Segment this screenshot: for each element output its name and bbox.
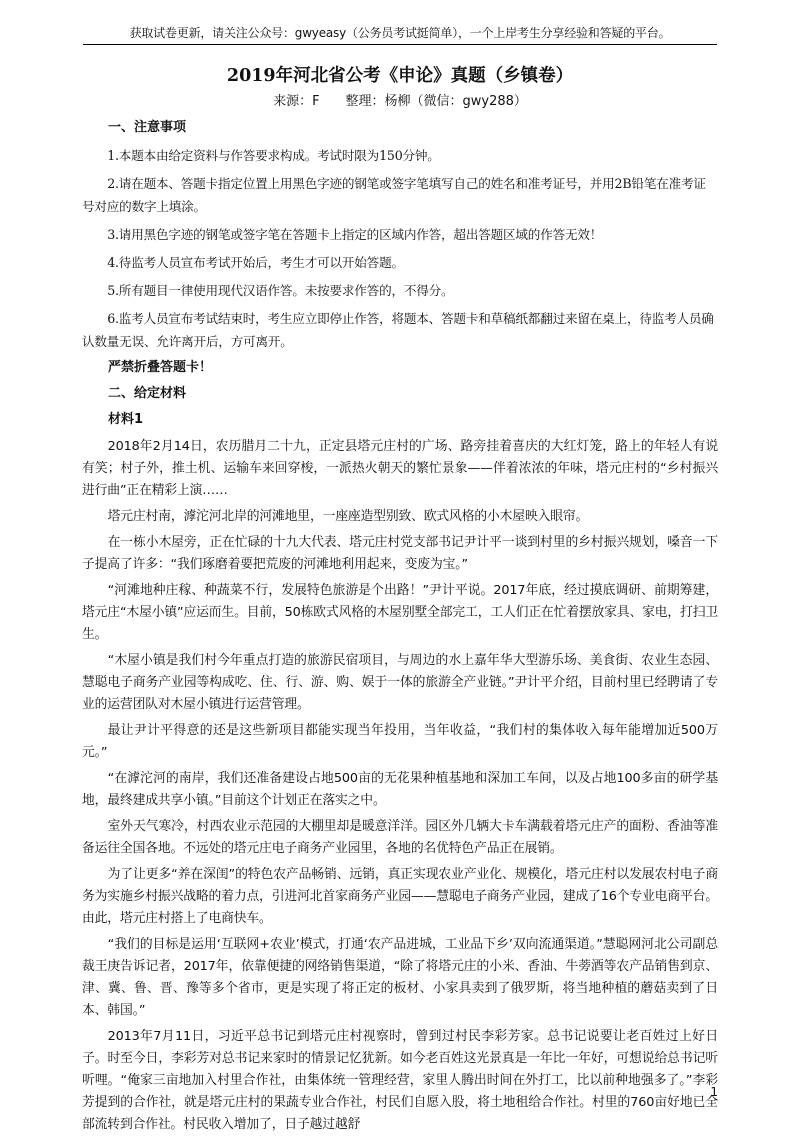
material-paragraph: “木屋小镇是我们村今年重点打造的旅游民宿项目，与周边的水上嘉年华大型游乐场、美食街、农业生态园、慧聪电子商务产业园等构成吃、住、行、游、购、娱于一体的旅游全产业链。”尹计平介绍，目前村里已经聘请了专业的运营团队对木屋小镇进行运营管理。 [82,653,718,712]
page-number: 1 [710,1085,718,1099]
material-paragraph: 室外天气寒冷，村西农业示范园的大棚里却是暖意洋洋。园区外几辆大卡车满载着塔元庄产的面粉、香油等准备运往全国各地。不远处的塔元庄电子商务产业园里，各地的名优特色产品正在展销。 [82,819,718,856]
material-paragraph: “在滹沱河的南岸，我们还准备建设占地500亩的无花果种植基地和深加工车间，以及占地100多亩的研学基地，最终建成共享小镇。”目前这个计划正在落实之中。 [82,771,718,808]
material-paragraph: 2018年2月14日，农历腊月二十九，正定县塔元庄村的广场、路旁挂着喜庆的大红灯笼，路上的年轻人有说有笑；村子外，推土机、运输车来回穿梭，一派热火朝天的繁忙景象——伴着浓浓的年味，塔元庄村的“乡村振兴进行曲”正在精彩上演…… [82,439,718,498]
notice-item: 1.本题本由给定资料与作答要求构成。考试时限为150分钟。 [107,148,440,163]
notice-item: 2.请在题本、答题卡指定位置上用黑色字迹的钢笔或签字笔填写自己的姓名和准考证号，并用2B铅笔在准考证号对应的数字上填涂。 [82,176,706,214]
material-paragraph: “河滩地种庄稼、种蔬菜不行，发展特色旅游是个出路！”尹计平说。2017年底，经过摸底调研、前期筹建，塔元庄“木屋小镇”应运而生。目前，50栋欧式风格的木屋别墅全部完工，工人们正在忙着摆放家具、家电，打扫卫生。 [82,583,718,642]
source-line: 来源：F 整理：杨柳（微信：gwy288） [273,94,527,109]
section-heading-materials: 二、给定材料 [108,386,187,401]
material-paragraph: 最让尹计平得意的还是这些新项目都能实现当年投用，当年收益，“我们村的集体收入每年能增加近500万元。” [82,723,718,760]
material-paragraph: 2013年7月11日，习近平总书记到塔元庄村视察时，曾到过村民李彩芳家。总书记说要让老百姓过上好日子。时至今日，李彩芳对总书记来家时的情景记忆犹新。如今老百姓这光景真是一年比一年好，可想说给总书记听听哩。“俺家三亩地加入村里合作社，由集体统一管理经营，家里人腾出时间在外打工，比以前种地强多了。”李彩芳提到的合作社，就是塔元庄村的果蔬专业合作社，村民们自愿入股，将土地租给合作社。村里的760亩好地已全部流转到合作社。村民收入增加了，日子越过越舒 [82,1029,718,1132]
material-paragraph: “我们的目标是运用‘互联网+农业’模式，打通‘农产品进城，工业品下乡’双向流通渠道。”慧聪网河北公司副总裁王庚告诉记者，2017年，依靠便捷的网络销售渠道，“除了将塔元庄的小米、香油、牛蒡酒等农产品销售到京、津、冀、鲁、晋、豫等多个省市，更是实现了将正定的板材、小家具卖到了俄罗斯，将当地种植的蘑菇卖到了日本、韩国。” [82,937,718,1018]
material-paragraph: 为了让更多“养在深闺”的特色农产品畅销、远销，真正实现农业产业化、规模化，塔元庄村以发展农村电子商务为实施乡村振兴战略的着力点，引进河北首家商务产业园——慧聪电子商务产业园，建成了16个专业电商平台。由此，塔元庄村搭上了电商快车。 [82,867,718,926]
material-paragraph: 塔元庄村南，滹沱河北岸的河滩地里，一座座造型别致、欧式风格的小木屋映入眼帘。 [107,509,589,524]
warning-text: 严禁折叠答题卡！ [108,360,213,375]
page-header [83,24,717,45]
notice-item: 5.所有题目一律使用现代汉语作答。未按要求作答的，不得分。 [107,283,454,298]
section-heading-notes: 一、注意事项 [108,120,187,135]
material-paragraph: 在一栋小木屋旁，正在忙碌的十九大代表、塔元庄村党支部书记尹计平一谈到村里的乡村振兴规划，嗓音一下子提高了许多：“我们琢磨着要把荒废的河滩地利用起来，变废为宝。” [82,535,718,572]
document-title: 2019年河北省公考《申论》真题（乡镇卷） [226,66,574,86]
notice-item: 4.待监考人员宣布考试开始后，考生才可以开始答题。 [107,255,404,270]
header-notice: 获取试卷更新，请关注公众号：gwyeasy（公务员考试挺简单），一个上岸考生分享经验和答疑的平台。 [129,26,671,40]
material-heading: 材料1 [108,412,144,427]
notice-item: 3.请用黑色字迹的钢笔或签字笔在答题卡上指定的区域内作答，超出答题区域的作答无效！ [107,227,603,242]
notice-item: 6.监考人员宣布考试结束时，考生应立即停止作答，将题本、答题卡和草稿纸都翻过来留在桌上，待监考人员确认数量无误、允许离开后，方可离开。 [82,311,714,349]
document-body [82,64,718,1140]
